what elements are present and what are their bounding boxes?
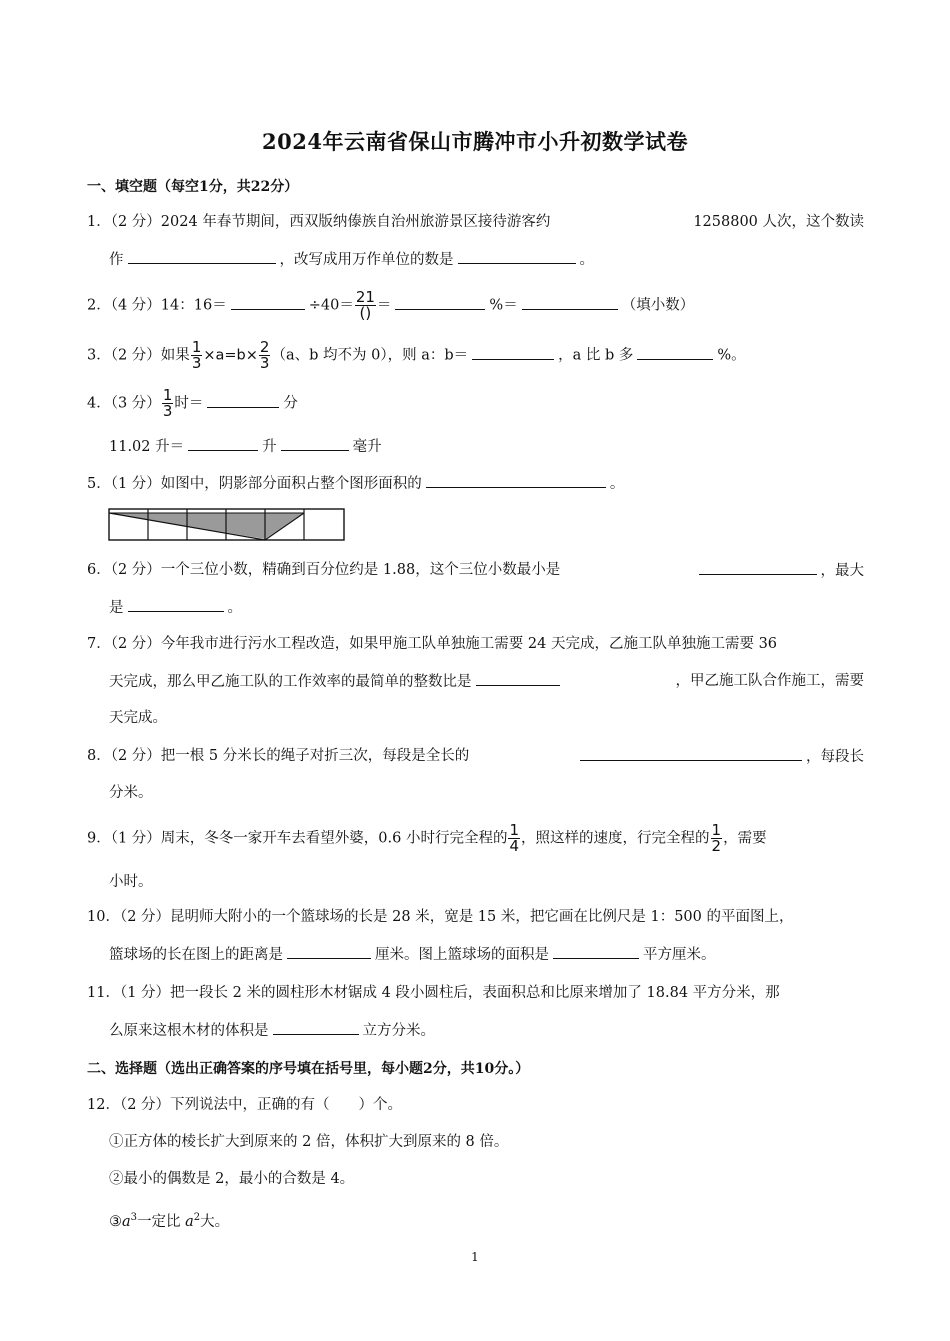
- question-4-minute-label: 分: [283, 395, 298, 412]
- question-2-pct: %＝: [489, 297, 518, 314]
- question-8-length-label: ，每段长: [806, 749, 864, 765]
- question-3-comma: ，: [558, 347, 573, 364]
- question-2: [87, 290, 694, 321]
- question-2-eq: ＝: [376, 297, 392, 314]
- question-11-volume-label: 么原来这根木材的体积是: [109, 1023, 269, 1039]
- section-choice-heading: 二、选择题（选出正确答案的序号填在括号里，每小题2分，共10分。）: [87, 1061, 530, 1077]
- fraction-numerator: 2: [259, 338, 270, 356]
- question-3-ratio-label: a：b＝: [421, 347, 469, 364]
- answer-blank-8[interactable]: [580, 746, 802, 761]
- fraction-numerator: 1: [711, 821, 722, 839]
- question-4-fraction: [162, 388, 174, 419]
- question-7-line-1: 7．（2 分）今年我市进行污水工程改造，如果甲施工队单独施工需要 24 天完成，乙施工队单独施工需要 36: [87, 636, 778, 652]
- question-7-cooperate-label: ，甲乙施工队合作施工，需要: [675, 673, 864, 689]
- question-12-option-2: ②最小的偶数是 2，最小的合数是 4。: [109, 1171, 355, 1187]
- question-4-line-2: [109, 436, 382, 457]
- question-4-liter-unit: 升: [262, 439, 277, 455]
- question-2-div: ÷40＝: [308, 297, 354, 314]
- question-2-prefix: 2．（4 分）14：16＝: [87, 297, 227, 314]
- question-10-unit: 平方厘米。: [643, 947, 716, 963]
- answer-blank-2b[interactable]: [395, 295, 485, 310]
- question-9-text-b: ，照这样的速度，行完全程的: [521, 830, 710, 847]
- question-2-fraction: [355, 290, 376, 321]
- option-3-marker: ③: [109, 1213, 122, 1230]
- page-number: 1: [471, 1250, 479, 1264]
- question-6-line-2: [109, 597, 242, 618]
- question-7-line-2: [109, 671, 864, 692]
- question-8-line-2: 分米。: [109, 785, 153, 801]
- question-11-line-2: [109, 1020, 435, 1041]
- answer-blank-7a[interactable]: [476, 671, 560, 686]
- question-9-text-c: ，需要: [723, 830, 767, 847]
- answer-blank-11[interactable]: [273, 1020, 359, 1035]
- question-1-rewrite-label: ，改写成用万作单位的数是: [279, 252, 454, 268]
- section-fill-blank-heading: 一、填空题（每空1分，共22分）: [87, 179, 299, 195]
- question-5-end: 。: [609, 476, 625, 492]
- question-1-line-1: [87, 212, 864, 232]
- fraction-numerator: 21: [355, 288, 375, 306]
- option-3-text: 一定比: [137, 1213, 181, 1230]
- exam-title: 2024年云南省保山市腾冲市小升初数学试卷: [262, 129, 688, 154]
- answer-blank-10a[interactable]: [287, 944, 371, 959]
- question-7-ratio-label: 天完成，那么甲乙施工队的工作效率的最简单的整数比是: [109, 674, 472, 690]
- answer-blank-4a[interactable]: [207, 393, 279, 408]
- fraction-denominator: 3: [259, 354, 270, 372]
- question-12-stem: 12．（2 分）下列说法中，正确的有（ ）个。: [87, 1097, 403, 1113]
- question-10-line-2: [109, 944, 716, 965]
- question-10-line-1: 10．（2 分）昆明师大附小的一个篮球场的长是 28 米，宽是 15 米，把它画在比例尺是 1：500 的平面图上，: [87, 909, 794, 925]
- exponent-2: 2: [193, 1212, 201, 1223]
- question-3-equation: ×a=b×: [203, 347, 258, 364]
- fraction-denominator: 4: [509, 837, 520, 855]
- answer-blank-2a[interactable]: [231, 295, 305, 310]
- question-3: [87, 340, 746, 371]
- answer-blank-2c[interactable]: [522, 295, 618, 310]
- fraction-denominator: 3: [162, 402, 173, 420]
- question-4-hour-label: 时＝: [174, 395, 204, 412]
- answer-blank-6a[interactable]: [699, 560, 817, 575]
- question-3-prefix: 3．（2 分）如果: [87, 347, 190, 364]
- question-4-liter-label: 11.02 升＝: [109, 439, 185, 455]
- fraction-numerator: 1: [162, 386, 173, 404]
- answer-blank-1a[interactable]: [128, 249, 276, 264]
- question-1-line-2: [109, 249, 594, 270]
- answer-blank-3a[interactable]: [472, 345, 554, 360]
- variable-a: a: [185, 1213, 194, 1230]
- answer-blank-4c[interactable]: [281, 436, 349, 451]
- question-1-end: 。: [579, 252, 594, 268]
- question-5: [87, 473, 624, 494]
- question-4-line-1: [87, 388, 298, 419]
- question-9-fraction-2: [711, 823, 723, 854]
- question-4-ml-unit: 毫升: [352, 439, 382, 455]
- question-1-text-a: 1．（2 分）2024 年春节期间，西双版纳傣族自治州旅游景区接待游客约: [87, 214, 551, 230]
- question-3-condition: （a、b 均不为 0），则: [271, 347, 417, 364]
- question-6-is-label: 是: [109, 600, 124, 616]
- answer-blank-5[interactable]: [426, 473, 606, 488]
- question-8-line-1: [87, 746, 864, 767]
- question-3-compare-label: a 比 b 多: [572, 347, 634, 364]
- question-3-fraction-2: [259, 340, 271, 371]
- question-5-shaded-figure: [108, 508, 346, 542]
- answer-blank-10b[interactable]: [553, 944, 639, 959]
- question-6-line-1: [87, 560, 864, 581]
- question-10-distance-label: 篮球场的长在图上的距离是: [109, 947, 283, 963]
- question-12-option-3: [109, 1208, 229, 1232]
- question-8-text: 8．（2 分）把一根 5 分米长的绳子对折三次，每段是全长的: [87, 748, 470, 764]
- question-3-fraction-1: [191, 340, 203, 371]
- answer-blank-4b[interactable]: [188, 436, 258, 451]
- question-11-line-1: 11．（1 分）把一段长 2 米的圆柱形木材锯成 4 段小圆柱后，表面积总和比原来增加了 18.84 平方分米，那: [87, 985, 780, 1001]
- question-9-text-a: 9．（1 分）周末，冬冬一家开车去看望外婆，0.6 小时行完全程的: [87, 830, 508, 847]
- answer-blank-3b[interactable]: [637, 345, 713, 360]
- question-9-line-2: 小时。: [109, 874, 153, 890]
- question-7-line-3: 天完成。: [109, 710, 167, 726]
- fraction-numerator: 1: [191, 338, 202, 356]
- answer-blank-6b[interactable]: [128, 597, 224, 612]
- shaded-region: [109, 513, 303, 539]
- fraction-denominator[interactable]: (): [359, 304, 372, 322]
- fraction-numerator: 1: [509, 821, 520, 839]
- question-1-text-b: 1258800 人次，这个数读: [693, 214, 864, 230]
- question-1-read-label: 作: [109, 252, 124, 268]
- question-9-line-1: [87, 823, 767, 854]
- option-3-end: 大。: [200, 1213, 230, 1230]
- exponent-3: 3: [130, 1212, 138, 1223]
- question-6-text: 6．（2 分）一个三位小数，精确到百分位约是 1.88，这个三位小数最小是: [87, 562, 561, 578]
- question-11-unit: 立方分米。: [362, 1023, 435, 1039]
- question-9-fraction-1: [508, 823, 520, 854]
- question-2-note: （填小数）: [621, 297, 695, 314]
- answer-blank-1b[interactable]: [458, 249, 576, 264]
- question-3-suffix: %。: [717, 347, 746, 364]
- question-10-area-label: 厘米。图上篮球场的面积是: [375, 947, 549, 963]
- question-4-prefix: 4．（3 分）: [87, 395, 161, 412]
- question-12-option-1: ①正方体的棱长扩大到原来的 2 倍，体积扩大到原来的 8 倍。: [109, 1134, 509, 1150]
- fraction-denominator: 3: [191, 354, 202, 372]
- question-5-text: 5．（1 分）如图中，阴影部分面积占整个图形面积的: [87, 476, 422, 492]
- fraction-denominator: 2: [711, 837, 722, 855]
- question-6-end: 。: [227, 600, 242, 616]
- question-6-max-label: ，最大: [820, 563, 864, 579]
- variable-a: a: [122, 1213, 131, 1230]
